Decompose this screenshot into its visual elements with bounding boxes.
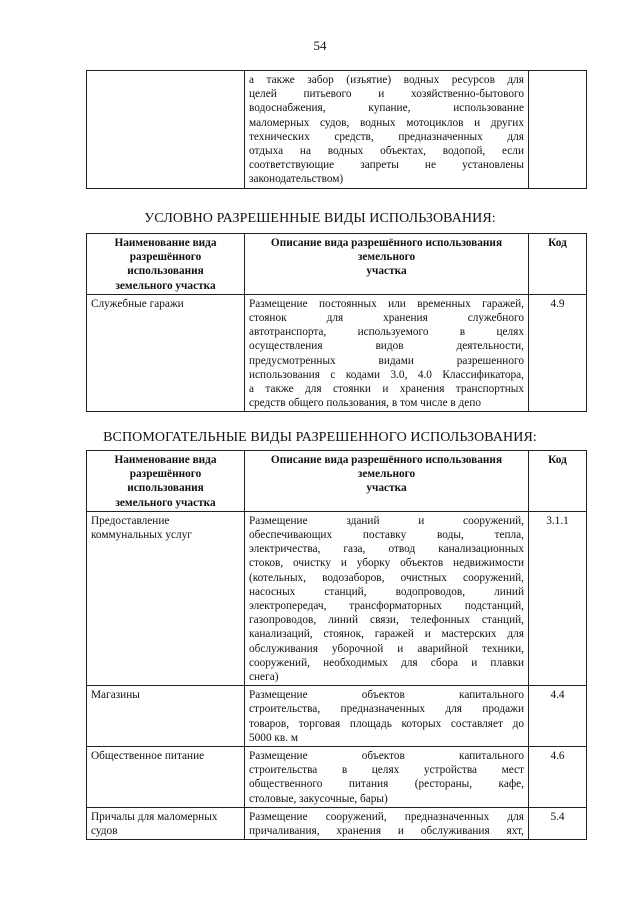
header-name-line: разрешённого bbox=[129, 251, 202, 264]
description-line: товаров, торговая площадь которых составляет до bbox=[249, 717, 524, 730]
description-line: средств общего пользования, в том числе в депо bbox=[249, 397, 482, 410]
description-line: стоянок для хранения служебного bbox=[249, 312, 524, 325]
name-cell: Предоставление коммунальных услуг bbox=[87, 511, 245, 685]
description-line: обеспечивающих поставку воды, тепла, bbox=[249, 529, 524, 542]
description-line: законодательством) bbox=[249, 173, 344, 186]
description-cell bbox=[245, 686, 529, 747]
header-desc-line: Описание вида разрешённого использования bbox=[270, 237, 503, 249]
name-cell: Магазины bbox=[87, 686, 245, 747]
description-line: целей питьевого и хозяйственно-бытового bbox=[249, 88, 524, 101]
description-line: электропередач, трансформаторных подстанций, bbox=[249, 600, 524, 613]
conditional-table bbox=[86, 233, 587, 412]
header-name-line: Наименование вида bbox=[114, 237, 217, 249]
description-line: а также для стоянки и хранения транспортных bbox=[249, 383, 524, 396]
table-row bbox=[87, 686, 587, 747]
description-line: стоков, очистку и уборку объектов недвижимости bbox=[249, 557, 524, 570]
name-cell: Служебные гаражи bbox=[87, 294, 245, 412]
code-cell: 5.4 bbox=[529, 807, 587, 839]
header-name bbox=[87, 451, 245, 512]
description-line: Размещение постоянных или временных гаражей, bbox=[249, 297, 524, 310]
description-line: осуществления видов деятельности, bbox=[249, 340, 524, 353]
description-line: Размещение объектов капитального bbox=[249, 689, 524, 702]
description-line: маломерных судов, водных мотоциклов и других bbox=[249, 116, 524, 129]
conditional-heading: УСЛОВНО РАЗРЕШЕННЫЕ ВИДЫ ИСПОЛЬЗОВАНИЯ: bbox=[144, 211, 496, 226]
header-name-line: разрешённого bbox=[129, 468, 202, 481]
description-line: 5000 кв. м bbox=[249, 731, 299, 744]
description-line: использования с кодами 3.0, 4.0 Классификатора, bbox=[249, 368, 524, 381]
header-desc-line: участка bbox=[366, 482, 407, 495]
description-line: водоснабжения, купание, использование bbox=[249, 102, 524, 115]
description-line: Размещение сооружений, предназначенных для bbox=[249, 810, 524, 823]
header-code: Код bbox=[529, 234, 587, 295]
header-desc-line: участка bbox=[366, 265, 407, 278]
auxiliary-table bbox=[86, 450, 587, 840]
name-cell: Причалы для маломерных судов bbox=[87, 807, 245, 839]
table-row bbox=[87, 71, 587, 189]
description-line: (котельных, водозаборов, очистных сооружений, bbox=[249, 571, 524, 584]
header-name bbox=[87, 234, 245, 295]
code-cell: 4.6 bbox=[529, 747, 587, 808]
code-cell: 4.9 bbox=[529, 294, 587, 412]
header-name-line: Наименование вида bbox=[114, 454, 217, 466]
header-desc-line: земельного bbox=[357, 468, 416, 481]
code-cell: 3.1.1 bbox=[529, 511, 587, 685]
description-cell bbox=[245, 807, 529, 839]
name-cell bbox=[87, 71, 245, 189]
description-line: снега) bbox=[249, 671, 279, 684]
description-line: строительства в целях устройства мест bbox=[249, 764, 524, 777]
description-line: строительства, предназначенных для продажи bbox=[249, 703, 524, 716]
continuation-table bbox=[86, 70, 587, 189]
description-line: насосных станций, водопроводов, линий bbox=[249, 585, 524, 598]
code-cell: 4.4 bbox=[529, 686, 587, 747]
description-line: обслуживания уборочной и аварийной техники, bbox=[249, 642, 524, 655]
description-line: Размещение объектов капитального bbox=[249, 750, 524, 763]
description-line: отдыха на водных объектах, водопой, если bbox=[249, 145, 524, 158]
description-cell bbox=[245, 511, 529, 685]
header-description bbox=[245, 451, 529, 512]
header-name-line: использования bbox=[127, 482, 204, 495]
header-name-line: земельного участка bbox=[115, 496, 216, 509]
header-code: Код bbox=[529, 451, 587, 512]
header-description bbox=[245, 234, 529, 295]
description-line: причаливания, хранения и обслуживания яхт, bbox=[249, 825, 524, 838]
header-desc-line: земельного bbox=[357, 251, 416, 264]
description-line: канализаций, стоянок, гаражей и мастерских для bbox=[249, 628, 524, 641]
description-line: соответствующие запреты не установлены bbox=[249, 159, 524, 172]
description-line: общественного питания (рестораны, кафе, bbox=[249, 778, 524, 791]
header-name-line: использования bbox=[127, 265, 204, 278]
auxiliary-heading: ВСПОМОГАТЕЛЬНЫЕ ВИДЫ РАЗРЕШЕННОГО ИСПОЛЬЗОВАНИЯ: bbox=[103, 430, 537, 445]
table-row bbox=[87, 511, 587, 685]
description-line: столовые, закусочные, бары) bbox=[249, 792, 388, 805]
description-line: Размещение зданий и сооружений, bbox=[249, 514, 524, 527]
description-cell bbox=[245, 747, 529, 808]
description-line: газопроводов, линий связи, телефонных станций, bbox=[249, 614, 524, 627]
description-line: автотранспорта, используемого в целях bbox=[249, 326, 524, 339]
description-line: предусмотренных видами разрешенного bbox=[249, 354, 524, 367]
table-row bbox=[87, 294, 587, 412]
description-line: технических средств, предназначенных для bbox=[249, 130, 524, 143]
description-line: сооружений, необходимых для сбора и плавки bbox=[249, 656, 524, 669]
table-row bbox=[87, 747, 587, 808]
header-row bbox=[87, 234, 587, 295]
table-row bbox=[87, 807, 587, 839]
code-cell bbox=[529, 71, 587, 189]
header-row bbox=[87, 451, 587, 512]
description-cell bbox=[245, 294, 529, 412]
description-cell bbox=[245, 71, 529, 189]
header-name-line: земельного участка bbox=[115, 279, 216, 292]
name-cell: Общественное питание bbox=[87, 747, 245, 808]
description-line: а также забор (изъятие) водных ресурсов для bbox=[249, 74, 524, 86]
header-desc-line: Описание вида разрешённого использования bbox=[270, 454, 503, 466]
page-number: 54 bbox=[313, 38, 327, 53]
description-line: электричества, газа, отвод канализационных bbox=[249, 543, 524, 556]
